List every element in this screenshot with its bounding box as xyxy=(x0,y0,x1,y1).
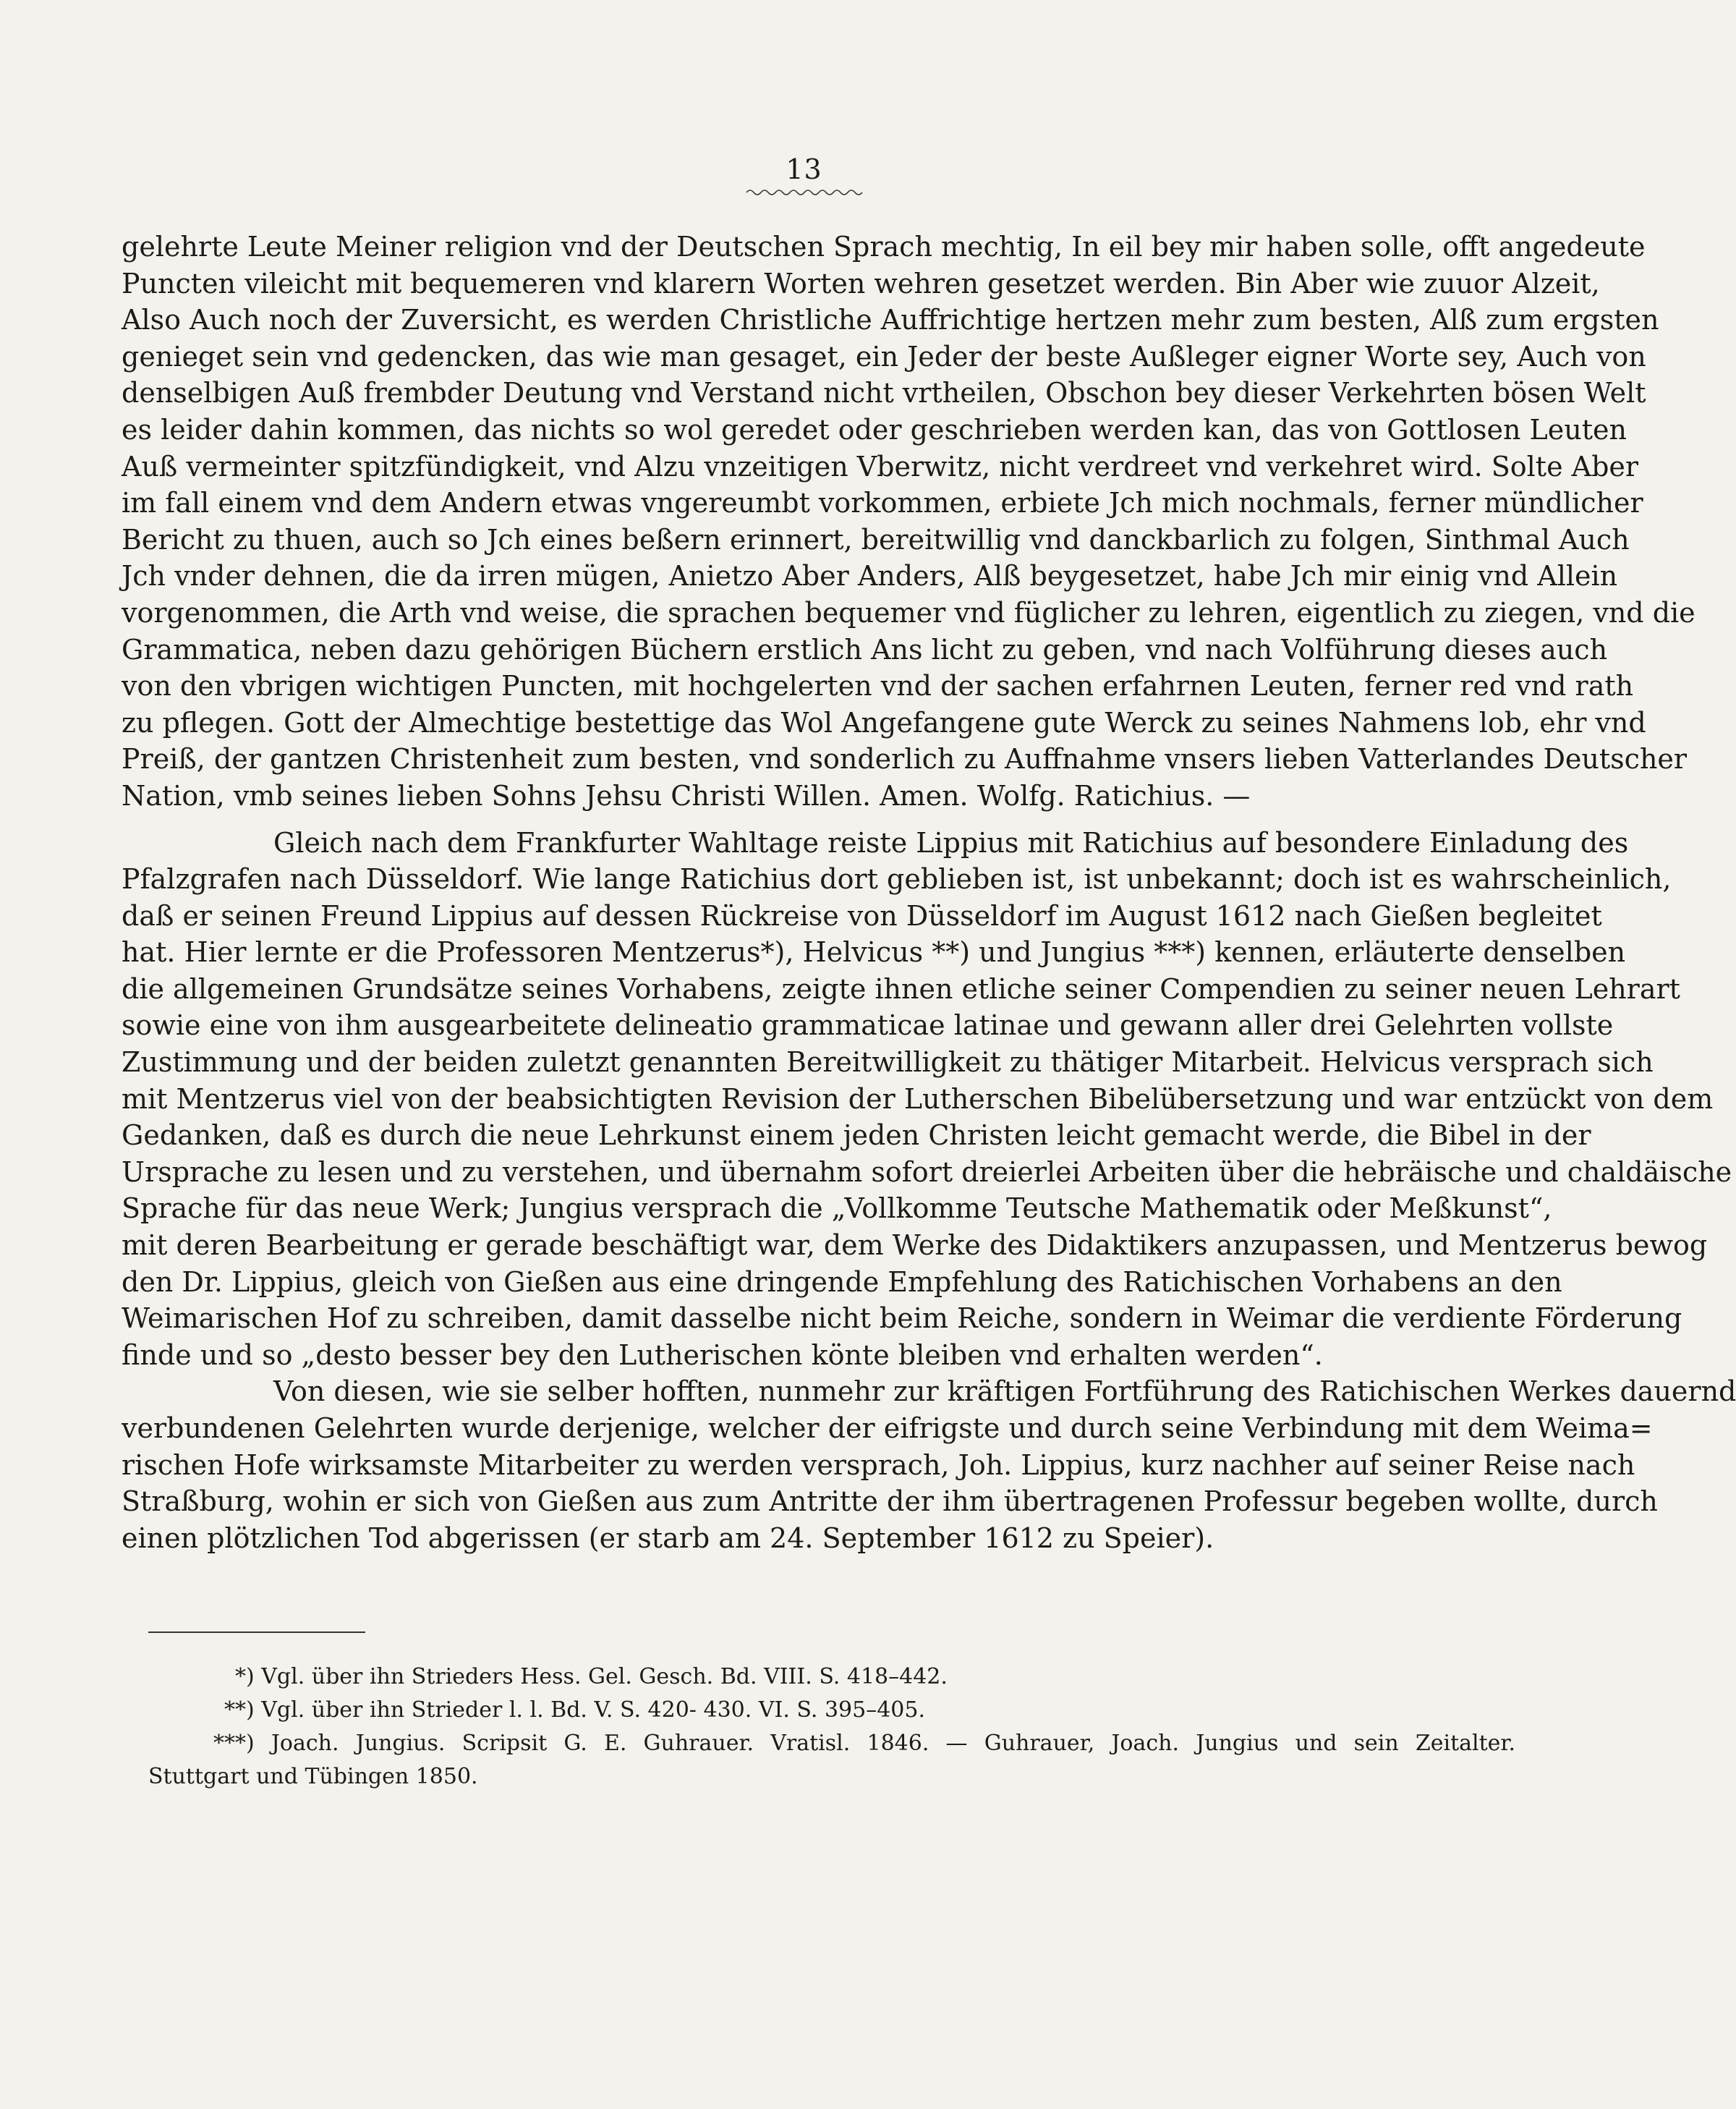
text-line: Also Auch noch der Zuversicht, es werden Christliche Auffrichtige hertzen mehr zum besten, Alß zum ergsten xyxy=(122,304,1659,336)
text-line: verbundenen Gelehrten wurde derjenige, welcher der eifrigste und durch seine Verbindung mit dem Weima= xyxy=(122,1412,1653,1444)
paragraph-death xyxy=(122,1373,1736,1556)
footnote: ***) Joach. Jungius. Scripsit G. E. Guhrauer. Vratisl. 1846. — Guhrauer, Joach. Jungius und sein Zeitalter. xyxy=(213,1731,1515,1756)
text-line: rischen Hofe wirksamste Mitarbeiter zu werden versprach, Joh. Lippius, kurz nachher auf seiner Reise nach xyxy=(122,1448,1635,1481)
text-line: gelehrte Leute Meiner religion vnd der Deutschen Sprach mechtig, In eil bey mir haben solle, offt angedeute xyxy=(122,231,1646,263)
text-line: Nation, vmb seines lieben Sohns Jehsu Christi Willen. Amen. Wolfg. Ratichius. — xyxy=(122,779,1251,812)
text-line: zu pflegen. Gott der Almechtige bestettige das Wol Angefangene gute Werck zu seines Nahmens lob, ehr vnd xyxy=(122,706,1646,739)
text-line: Jch vnder dehnen, die da irren mügen, Anietzo Aber Anders, Alß beygesetzet, habe Jch mir einig vnd Allein xyxy=(122,560,1618,593)
text-line: daß er seinen Freund Lippius auf dessen Rückreise von Düsseldorf im August 1612 nach Gießen begleitet xyxy=(122,899,1602,932)
text-line: Weimarischen Hof zu schreiben, damit dasselbe nicht beim Reiche, sondern in Weimar die verdiente Förderung xyxy=(122,1302,1682,1335)
text-line: Gedanken, daß es durch die neue Lehrkunst einem jeden Christen leicht gemacht werde, die Bibel in der xyxy=(122,1119,1591,1152)
text-line: mit Mentzerus viel von der beabsichtigten Revision der Lutherschen Bibelübersetzung und war entzückt von dem xyxy=(122,1082,1714,1115)
footnote-divider xyxy=(148,1631,365,1633)
page-header xyxy=(0,153,1608,197)
text-line: Ursprache zu lesen und zu verstehen, und übernahm sofort dreierlei Arbeiten über die hebräische und chaldäische xyxy=(122,1155,1732,1188)
text-line: Sprache für das neue Werk; Jungius versprach die „Vollkomme Teutsche Mathematik oder Meßkunst“, xyxy=(122,1192,1552,1225)
paragraph-journey xyxy=(122,825,1732,1374)
footnote: *) Vgl. über ihn Strieders Hess. Gel. Gesch. Bd. VIII. S. 418–442. xyxy=(235,1664,948,1689)
footnote-continuation: Stuttgart und Tübingen 1850. xyxy=(148,1764,478,1789)
footnote: **) Vgl. über ihn Strieder l. l. Bd. V. S. 420- 430. VI. S. 395–405. xyxy=(224,1697,926,1723)
text-line: es leider dahin kommen, das nichts so wol geredet oder geschrieben werden kan, das von Gottlosen Leuten xyxy=(122,413,1627,446)
text-line: Auß vermeinter spitzfündigkeit, vnd Alzu vnzeitigen Vberwitz, nicht verdreet vnd verkehret wird. Solte Aber xyxy=(122,450,1639,483)
paragraph-quote xyxy=(122,229,1695,815)
text-line: im fall einem vnd dem Andern etwas vngereumbt vorkommen, erbiete Jch mich nochmals, ferner mündlicher xyxy=(122,487,1643,519)
text-line: vorgenommen, die Arth vnd weise, die sprachen bequemer vnd füglicher zu lehren, eigentlich zu ziegen, vnd die xyxy=(122,596,1695,629)
text-line: von den vbrigen wichtigen Puncten, mit hochgelerten vnd der sachen erfahrnen Leuten, ferner red vnd rath xyxy=(122,670,1634,703)
text-line: Grammatica, neben dazu gehörigen Büchern erstlich Ans licht zu geben, vnd nach Volführung dieses auch xyxy=(122,633,1608,666)
text-line: mit deren Bearbeitung er gerade beschäftigt war, dem Werke des Didaktikers anzupassen, und Mentzerus bewog xyxy=(122,1229,1708,1262)
text-line: Preiß, der gantzen Christenheit zum besten, vnd sonderlich zu Auffnahme vnsers lieben Vatterlandes Deutscher xyxy=(122,743,1688,776)
text-line: Zustimmung und der beiden zuletzt genannten Bereitwilligkeit zu thätiger Mitarbeit. Helvicus versprach sich xyxy=(122,1046,1654,1079)
text-line: einen plötzlichen Tod abgerissen (er starb am 24. September 1612 zu Speier). xyxy=(122,1522,1214,1554)
page-number: 13 xyxy=(786,153,822,185)
text-line: Gleich nach dem Frankfurter Wahltage reiste Lippius mit Ratichius auf besondere Einladung des xyxy=(273,826,1629,859)
body-text xyxy=(122,229,1736,1556)
text-line: die allgemeinen Grundsätze seines Vorhabens, zeigte ihnen etliche seiner Compendien zu seiner neuen Lehrart xyxy=(122,972,1680,1005)
footnotes xyxy=(148,1660,1515,1794)
page-number-ornament xyxy=(746,188,862,197)
text-line: finde und so „desto besser bey den Lutherischen könte bleiben vnd erhalten werden“. xyxy=(122,1338,1323,1371)
text-line: Von diesen, wie sie selber hofften, nunmehr zur kräftigen Fortführung des Ratichischen Werkes dauernd xyxy=(273,1375,1736,1408)
paragraph-gap xyxy=(122,815,1512,825)
text-line: denselbigen Auß frembder Deutung vnd Verstand nicht vrtheilen, Obschon bey dieser Verkehrten bösen Welt xyxy=(122,377,1646,410)
text-line: Straßburg, wohin er sich von Gießen aus zum Antritte der ihm übertragenen Professur begeben wollte, durch xyxy=(122,1485,1658,1518)
text-line: Bericht zu thuen, auch so Jch eines beßern erinnert, bereitwillig vnd danckbarlich zu folgen, Sinthmal Auch xyxy=(122,523,1630,556)
text-line: Pfalzgrafen nach Düsseldorf. Wie lange Ratichius dort geblieben ist, ist unbekannt; doch ist es wahrscheinlich, xyxy=(122,863,1672,896)
text-line: genieget sein vnd gedencken, das wie man gesaget, ein Jeder der beste Außleger eigner Worte sey, Auch von xyxy=(122,340,1646,373)
text-line: den Dr. Lippius, gleich von Gießen aus eine dringende Empfehlung des Ratichischen Vorhabens an den xyxy=(122,1265,1562,1298)
text-line: Puncten vileicht mit bequemeren vnd klarern Worten wehren gesetzet werden. Bin Aber wie zuuor Alzeit, xyxy=(122,267,1600,300)
text-line: sowie eine von ihm ausgearbeitete delineatio grammaticae latinae und gewann aller drei Gelehrten vollste xyxy=(122,1009,1614,1042)
text-line: hat. Hier lernte er die Professoren Mentzerus*), Helvicus **) und Jungius ***) kennen, erläuterte denselben xyxy=(122,936,1626,969)
